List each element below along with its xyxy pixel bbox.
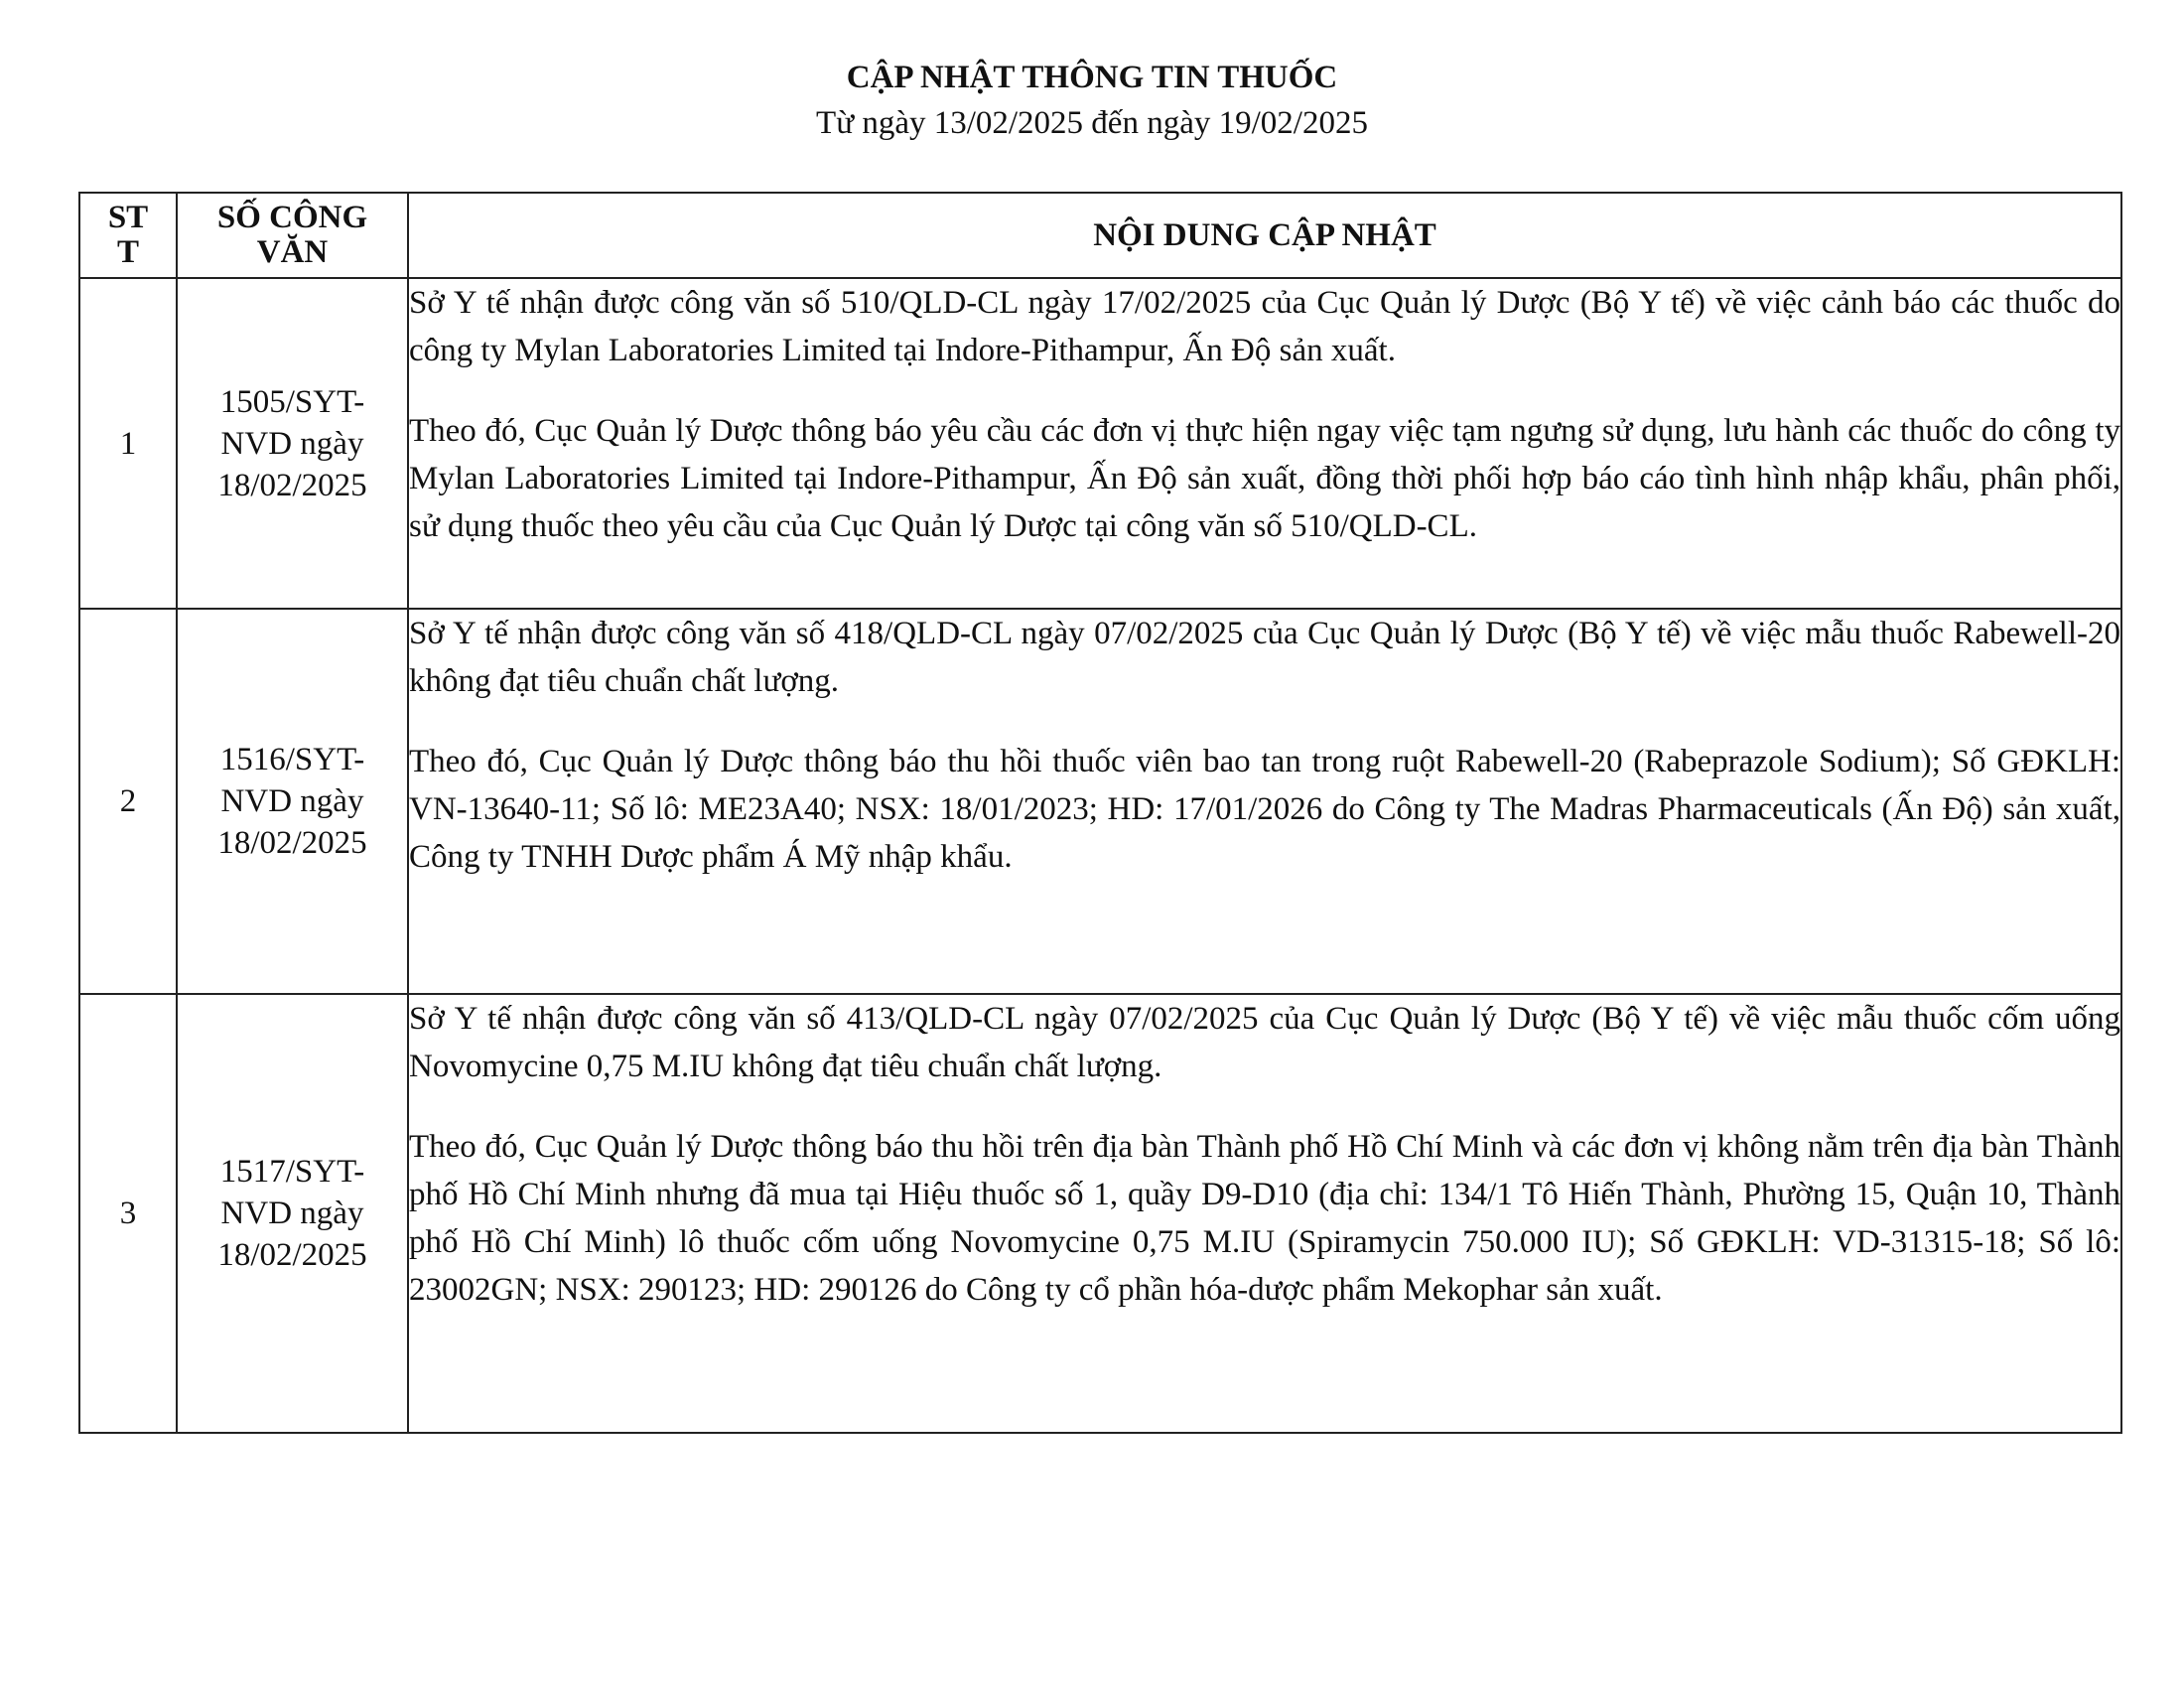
page-subtitle: Từ ngày 13/02/2025 đến ngày 19/02/2025: [816, 105, 1368, 141]
content-paragraph: Theo đó, Cục Quản lý Dược thông báo thu hồi thuốc viên bao tan trong ruột Rabewell-20 (Rabeprazole Sodium); Số GĐKLH: VN-13640-11; Số lô: ME23A40; NSX: 18/01/2023; HD: 17/01/2026 do Công ty The Madras Pharmaceuticals (Ấn Độ) sản xuất, Công ty TNHH Dược phẩm Á Mỹ nhập khẩu.: [409, 744, 2120, 875]
content-paragraph: Theo đó, Cục Quản lý Dược thông báo yêu cầu các đơn vị thực hiện ngay việc tạm ngưng sử dụng, lưu hành các thuốc do công ty Mylan Laboratories Limited tại Indore-Pithampur, Ấn Độ sản xuất, đồng thời phối hợp báo cáo tình hình nhập khẩu, phân phối, sử dụng thuốc theo yêu cầu của Cục Quản lý Dược tại công văn số 510/QLD-CL.: [409, 413, 2120, 544]
column-header-document-number-line2: VĂN: [256, 234, 329, 270]
column-header-document-number: [177, 193, 408, 278]
content-cell: [408, 278, 2121, 609]
stt-cell: 1: [79, 278, 177, 609]
document-number-line: 18/02/2025: [217, 1237, 367, 1273]
table-row: [79, 994, 2121, 1433]
document-number-line: 1517/SYT-: [219, 1154, 365, 1190]
document-number-line: NVD ngày: [220, 783, 364, 819]
document-number-cell: [177, 609, 408, 994]
stt-cell: 3: [79, 994, 177, 1433]
document-number-line: NVD ngày: [220, 1196, 364, 1231]
document-number-line: 18/02/2025: [217, 825, 367, 861]
page-title: CẬP NHẬT THÔNG TIN THUỐC: [846, 60, 1338, 95]
column-header-stt-line1: ST: [107, 200, 149, 235]
column-header-document-number-line1: SỐ CÔNG: [216, 200, 368, 235]
content-paragraph: Theo đó, Cục Quản lý Dược thông báo thu hồi trên địa bàn Thành phố Hồ Chí Minh và các đơn vị không nằm trên địa bàn Thành phố Hồ Chí Minh nhưng đã mua tại Hiệu thuốc số 1, quầy D9-D10 (địa chỉ: 134/1 Tô Hiến Thành, Phường 15, Quận 10, Thành phố Hồ Chí Minh) lô thuốc cốm uống Novomycine 0,75 M.IU (Spiramycin 750.000 IU); Số GĐKLH: VD-31315-18; Số lô: 23002GN; NSX: 290123; HD: 290126 do Công ty cổ phần hóa-dược phẩm Mekophar sản xuất.: [409, 1129, 2120, 1308]
document-number-cell: [177, 278, 408, 609]
column-header-stt-line2: T: [116, 234, 139, 270]
column-header-content: NỘI DUNG CẬP NHẬT: [408, 193, 2121, 278]
document-number-line: NVD ngày: [220, 425, 364, 462]
table-row: [79, 278, 2121, 609]
document-number-line: 1505/SYT-: [219, 383, 365, 420]
update-table: [78, 192, 2122, 1434]
document-number-line: 18/02/2025: [217, 467, 367, 503]
stt-cell: 2: [79, 609, 177, 994]
table-row: [79, 609, 2121, 994]
document-number-cell: [177, 994, 408, 1433]
content-paragraph: Sở Y tế nhận được công văn số 418/QLD-CL ngày 07/02/2025 của Cục Quản lý Dược (Bộ Y tế) về việc mẫu thuốc Rabewell-20 không đạt tiêu chuẩn chất lượng.: [409, 616, 2120, 699]
content-cell: [408, 609, 2121, 994]
column-header-stt: [79, 193, 177, 278]
content-cell: [408, 994, 2121, 1433]
document-number-line: 1516/SYT-: [219, 742, 365, 777]
table-header-row: [79, 193, 2121, 278]
content-paragraph: Sở Y tế nhận được công văn số 413/QLD-CL ngày 07/02/2025 của Cục Quản lý Dược (Bộ Y tế) về việc mẫu thuốc cốm uống Novomycine 0,75 M.IU không đạt tiêu chuẩn chất lượng.: [409, 1001, 2120, 1084]
content-paragraph: Sở Y tế nhận được công văn số 510/QLD-CL ngày 17/02/2025 của Cục Quản lý Dược (Bộ Y tế) về việc cảnh báo các thuốc do công ty Mylan Laboratories Limited tại Indore-Pithampur, Ấn Độ sản xuất.: [409, 285, 2120, 368]
